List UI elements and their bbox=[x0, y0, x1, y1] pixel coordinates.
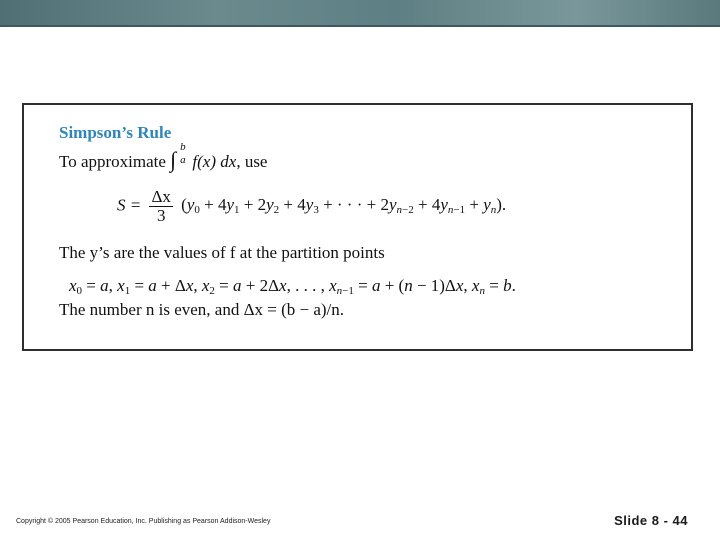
integrand: f(x) dx bbox=[192, 152, 237, 171]
top-banner bbox=[0, 0, 720, 27]
values-line: The y’s are the values of f at the partition points bbox=[59, 243, 385, 262]
rule-title: Simpson’s Rule bbox=[59, 123, 172, 142]
integral-upper-limit: b bbox=[180, 141, 186, 153]
formula-rhs: ($y_0 + 4y_1 + 2y_2 + 4y_3$ + · · · + $2y_{n-2} + 4y_{n-1} + y_n$). bbox=[181, 195, 507, 217]
slide-number: Slide 8 - 44 bbox=[614, 513, 688, 528]
intro-line bbox=[59, 141, 268, 173]
intro-suffix: , use bbox=[236, 152, 268, 171]
even-condition-line: The number n is even, and Δx = (b − a)/n. bbox=[59, 300, 345, 319]
fraction-numerator: Δx bbox=[151, 187, 171, 206]
integral-lower-limit: a bbox=[180, 154, 186, 166]
partition-points: $x_0 = a$, $x_1 = a + \Delta x$, $x_2 = a + 2\Delta x$, . . . , $x_{n-1} = a + (n - 1)\Delta x$, $x_n = b$. bbox=[69, 276, 516, 297]
fraction-denominator: 3 bbox=[156, 206, 166, 225]
intro-prefix: To approximate bbox=[59, 152, 166, 171]
rule-box bbox=[22, 103, 693, 351]
formula-lhs: S = bbox=[117, 195, 142, 215]
formula-fraction bbox=[149, 188, 172, 225]
integral-sign: ∫ b a bbox=[170, 141, 186, 172]
simpson-formula bbox=[117, 188, 506, 225]
copyright-notice: Copyright © 2005 Pearson Education, Inc. Publishing as Pearson Addison-Wesley bbox=[16, 518, 271, 525]
